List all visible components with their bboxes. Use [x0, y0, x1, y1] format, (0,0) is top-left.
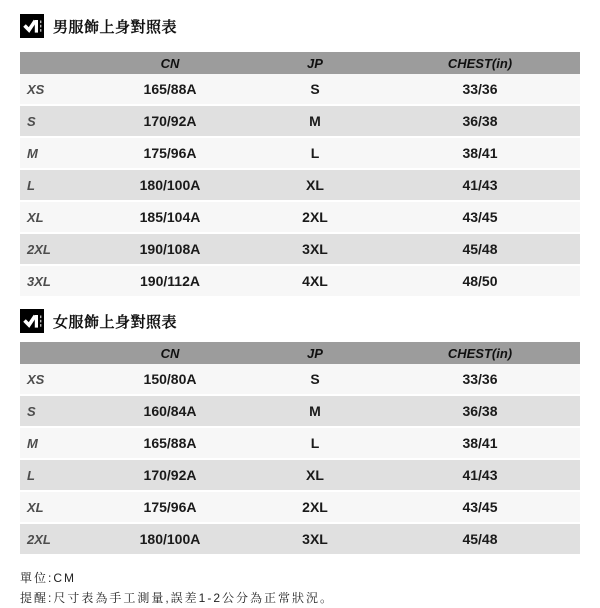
- chest-cell: 41/43: [380, 459, 580, 491]
- column-header-chest: CHEST(in): [380, 342, 580, 364]
- jp-cell: M: [250, 105, 380, 137]
- table-row: [20, 105, 580, 137]
- cn-cell: 175/96A: [90, 137, 250, 169]
- chest-cell: 33/36: [380, 364, 580, 395]
- column-header-jp: JP: [250, 52, 380, 74]
- cn-cell: 190/112A: [90, 265, 250, 297]
- cn-cell: 170/92A: [90, 459, 250, 491]
- size-cell: S: [20, 395, 90, 427]
- size-cell: XS: [20, 74, 90, 105]
- chest-cell: 43/45: [380, 201, 580, 233]
- column-header-size: [20, 342, 90, 364]
- table-row: [20, 427, 580, 459]
- women-size-table: [20, 342, 580, 556]
- chest-cell: 36/38: [380, 105, 580, 137]
- unit-note: 單位:CM: [20, 571, 76, 585]
- jp-cell: 2XL: [250, 491, 380, 523]
- cn-cell: 165/88A: [90, 74, 250, 105]
- brand-logo-icon: [20, 14, 44, 38]
- size-cell: S: [20, 105, 90, 137]
- cn-cell: 170/92A: [90, 105, 250, 137]
- chest-cell: 45/48: [380, 233, 580, 265]
- chest-cell: 48/50: [380, 265, 580, 297]
- cn-cell: 185/104A: [90, 201, 250, 233]
- jp-cell: 3XL: [250, 523, 380, 555]
- size-cell: M: [20, 427, 90, 459]
- jp-cell: 4XL: [250, 265, 380, 297]
- footer-notes: [20, 568, 580, 608]
- section-header-men: [20, 14, 580, 38]
- cn-cell: 165/88A: [90, 427, 250, 459]
- men-size-table: [20, 52, 580, 298]
- jp-cell: S: [250, 74, 380, 105]
- table-row: [20, 395, 580, 427]
- cn-cell: 160/84A: [90, 395, 250, 427]
- section-title-women: 女服飾上身對照表: [53, 313, 178, 331]
- size-cell: M: [20, 137, 90, 169]
- size-cell: L: [20, 169, 90, 201]
- column-header-chest: CHEST(in): [380, 52, 580, 74]
- table-row: [20, 364, 580, 395]
- size-chart-section-women: [20, 309, 580, 556]
- table-row: [20, 523, 580, 555]
- women-header-row: [20, 342, 580, 364]
- column-header-size: [20, 52, 90, 74]
- column-header-cn: CN: [90, 52, 250, 74]
- measurement-note: 提醒:尺寸表為手工測量,誤差1-2公分為正常狀況。: [20, 591, 335, 605]
- table-row: [20, 459, 580, 491]
- chest-cell: 41/43: [380, 169, 580, 201]
- jp-cell: XL: [250, 459, 380, 491]
- table-row: [20, 265, 580, 297]
- jp-cell: XL: [250, 169, 380, 201]
- size-chart-section-men: [20, 14, 580, 298]
- cn-cell: 190/108A: [90, 233, 250, 265]
- jp-cell: M: [250, 395, 380, 427]
- chest-cell: 36/38: [380, 395, 580, 427]
- table-row: [20, 169, 580, 201]
- column-header-jp: JP: [250, 342, 380, 364]
- table-row: [20, 491, 580, 523]
- cn-cell: 150/80A: [90, 364, 250, 395]
- chest-cell: 38/41: [380, 427, 580, 459]
- size-cell: XL: [20, 491, 90, 523]
- size-cell: L: [20, 459, 90, 491]
- column-header-cn: CN: [90, 342, 250, 364]
- size-cell: XL: [20, 201, 90, 233]
- jp-cell: L: [250, 427, 380, 459]
- size-cell: 3XL: [20, 265, 90, 297]
- table-row: [20, 201, 580, 233]
- cn-cell: 180/100A: [90, 523, 250, 555]
- section-title-men: 男服飾上身對照表: [53, 18, 178, 36]
- table-row: [20, 233, 580, 265]
- chest-cell: 38/41: [380, 137, 580, 169]
- section-header-women: [20, 309, 580, 333]
- jp-cell: S: [250, 364, 380, 395]
- chest-cell: 33/36: [380, 74, 580, 105]
- size-cell: XS: [20, 364, 90, 395]
- cn-cell: 180/100A: [90, 169, 250, 201]
- chest-cell: 45/48: [380, 523, 580, 555]
- jp-cell: L: [250, 137, 380, 169]
- jp-cell: 3XL: [250, 233, 380, 265]
- table-row: [20, 74, 580, 105]
- jp-cell: 2XL: [250, 201, 380, 233]
- men-header-row: [20, 52, 580, 74]
- size-cell: 2XL: [20, 233, 90, 265]
- brand-logo-icon: [20, 309, 44, 333]
- chest-cell: 43/45: [380, 491, 580, 523]
- cn-cell: 175/96A: [90, 491, 250, 523]
- size-cell: 2XL: [20, 523, 90, 555]
- table-row: [20, 137, 580, 169]
